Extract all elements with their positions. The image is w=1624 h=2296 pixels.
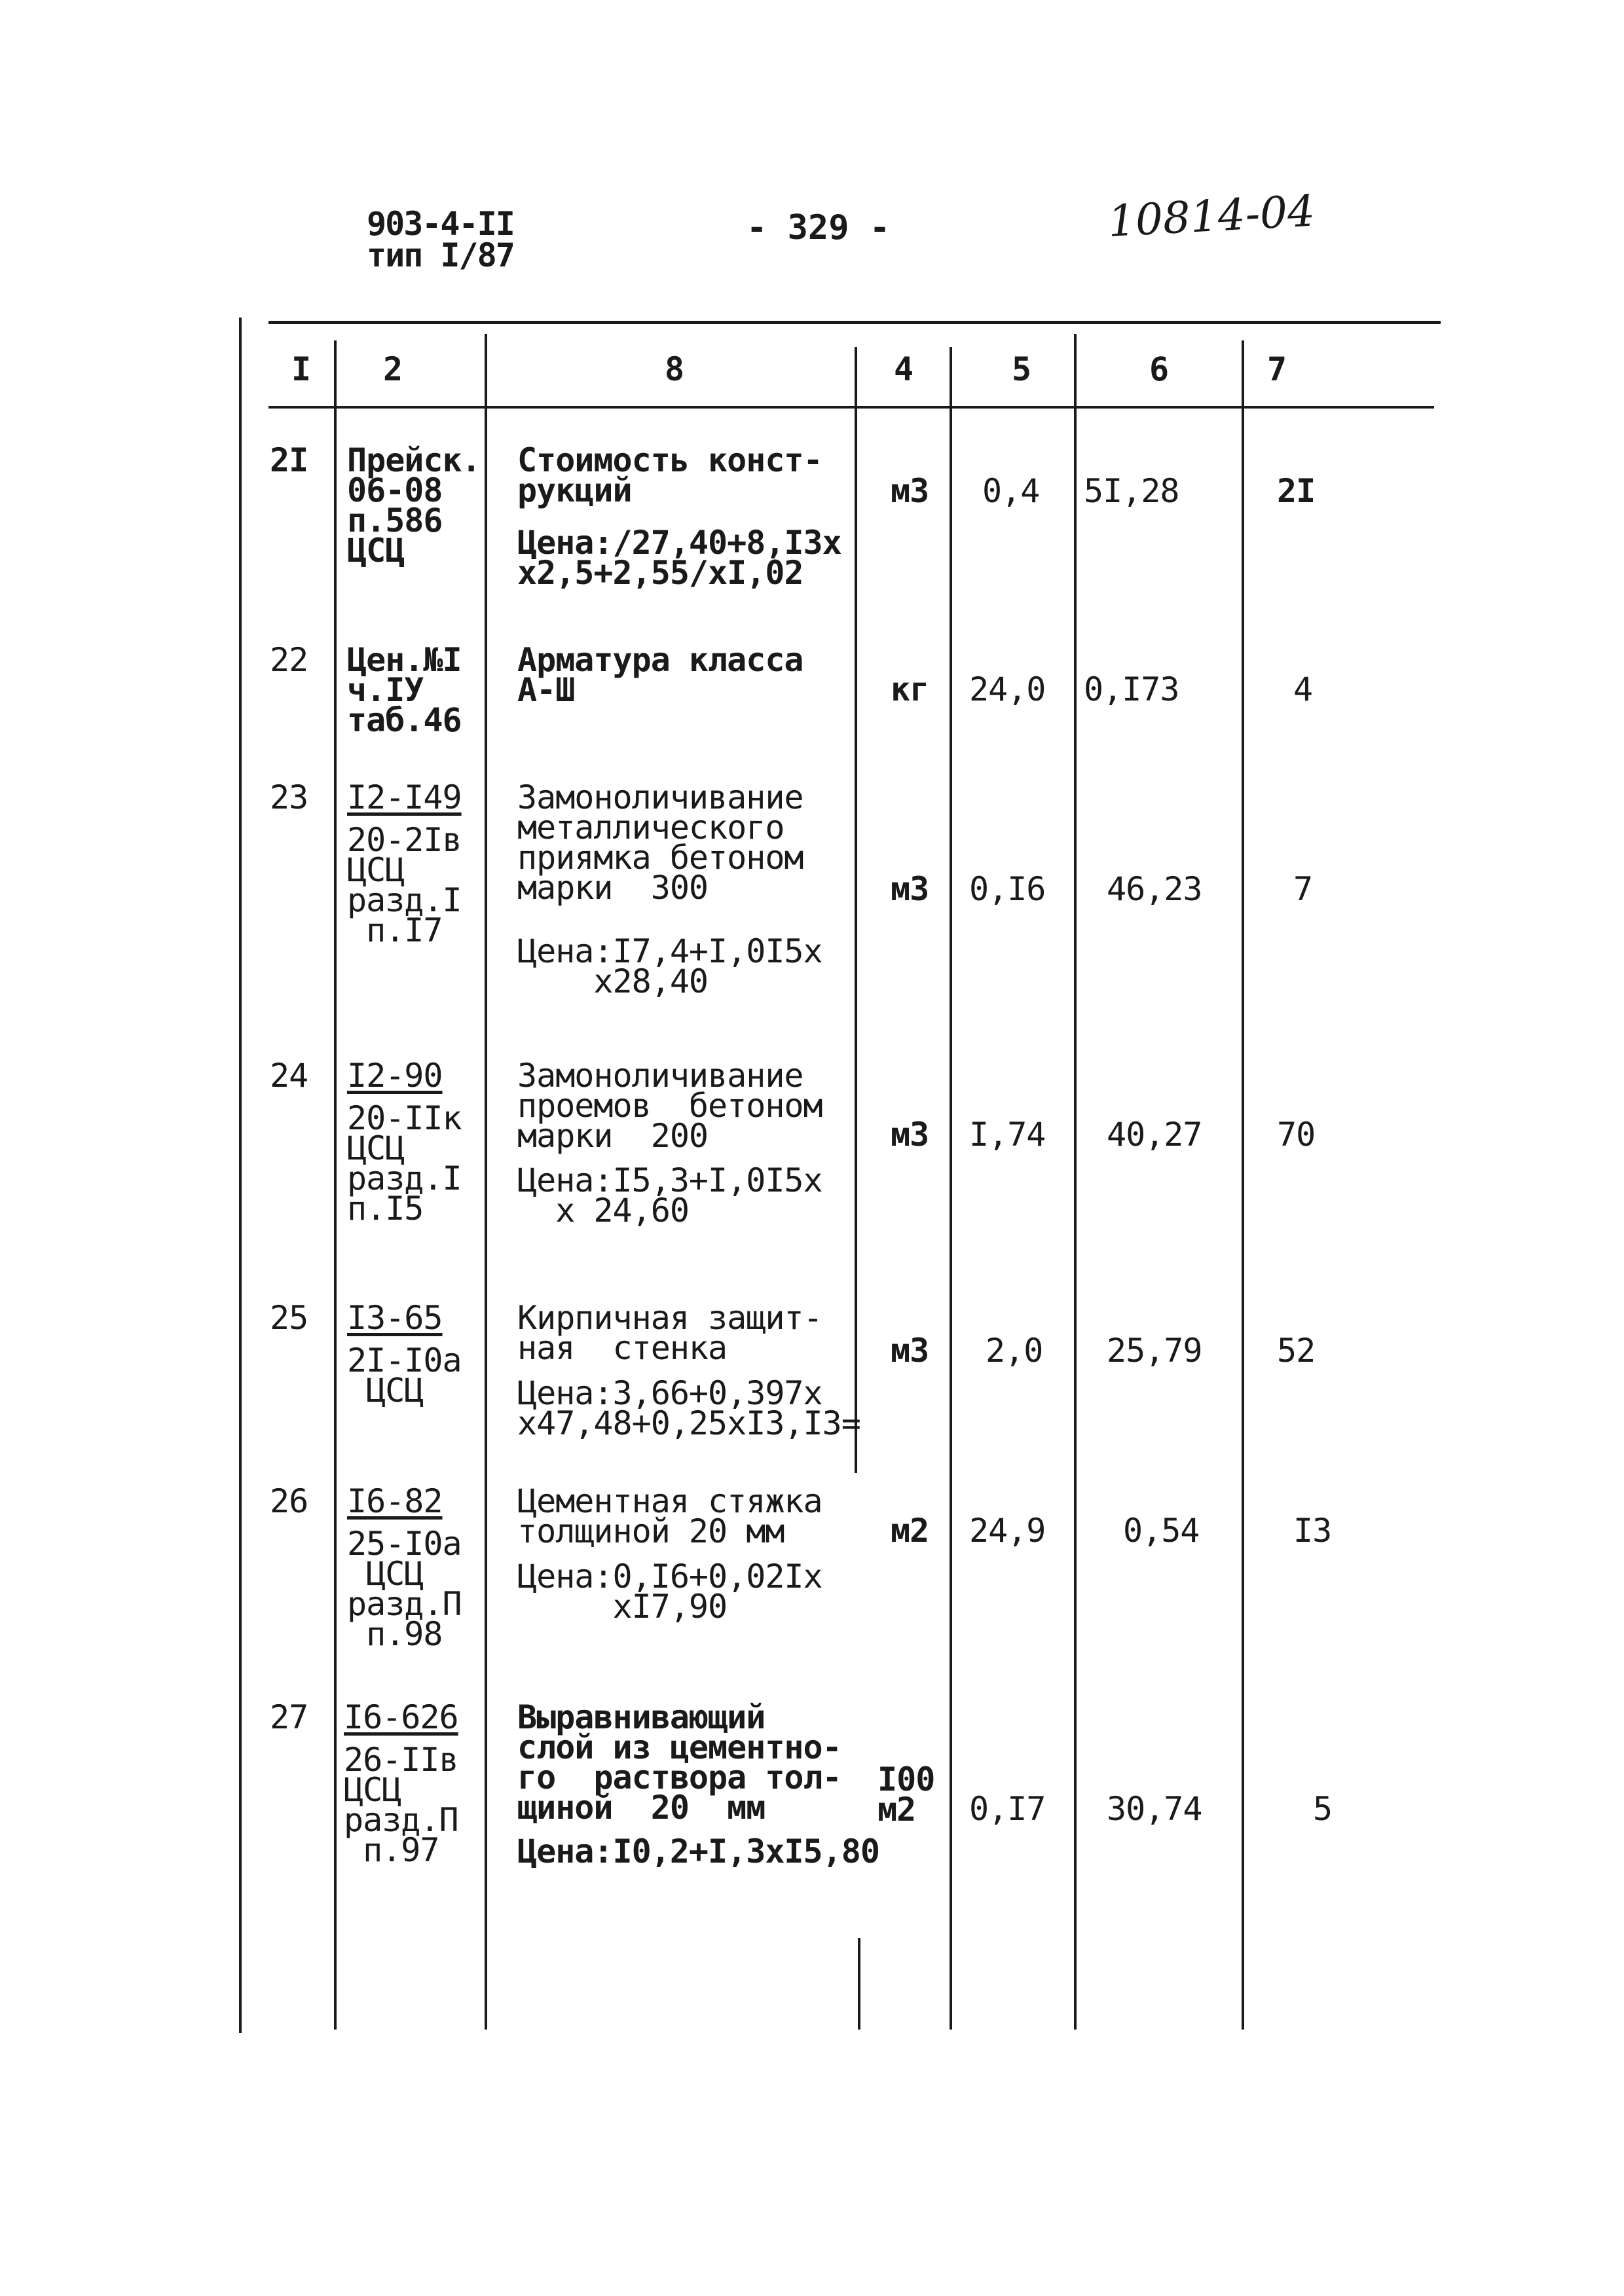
column-divider-2 [485, 334, 487, 2030]
reference-main: Цен.№I [347, 641, 462, 679]
unit: кг [891, 670, 929, 708]
column-header-3: 8 [664, 350, 685, 388]
work-name: Замоноличивание проемов бетоном марки 200 [517, 1057, 822, 1155]
quantity: I,74 [969, 1116, 1046, 1154]
unit-cost: 46,23 [1107, 870, 1202, 908]
column-divider-5 [1074, 334, 1077, 2030]
row-number: 22 [270, 641, 308, 679]
row-number: 24 [270, 1057, 308, 1095]
work-name: Выравнивающий слой из цементно- го раствора тол- щиной 20 мм [517, 1698, 841, 1827]
unit: I00 м2 [877, 1760, 935, 1829]
document-code-line2: тип I/87 [367, 236, 514, 274]
quantity: 0,4 [982, 472, 1040, 510]
total-cost: 52 [1277, 1332, 1316, 1370]
table-top-rule [268, 321, 1441, 324]
work-name: Замоноличивание металлического приямка бетоном марки 300 [517, 778, 803, 907]
reference-details: ч.IУ таб.46 [347, 671, 462, 739]
column-divider-3 [855, 347, 857, 1473]
total-cost: 2I [1277, 472, 1316, 510]
unit: м3 [891, 472, 929, 510]
column-header-7: 7 [1266, 350, 1287, 388]
price-formula: Цена:I7,4+I,0I5х х28,40 [517, 932, 822, 1000]
page-number: - 329 - [747, 208, 891, 247]
reference-main: I2-90 [347, 1057, 443, 1095]
row-number: 26 [270, 1482, 308, 1520]
reference-main: Прейск. [347, 441, 481, 479]
price-formula: Цена:I5,3+I,0I5х х 24,60 [517, 1161, 822, 1230]
row-number: 23 [270, 778, 308, 816]
unit: м3 [891, 1332, 929, 1370]
price-formula: Цена:3,66+0,397х х47,48+0,25хI3,I3= [517, 1374, 860, 1442]
reference-details: 20-2Iв ЦСЦ разд.I п.I7 [347, 821, 462, 949]
unit-cost: 0,I73 [1084, 670, 1179, 708]
unit-cost: 5I,28 [1084, 472, 1179, 510]
column-divider-0 [239, 318, 242, 2033]
column-divider-4 [950, 347, 952, 2030]
document-code-line1: 903-4-II [367, 205, 514, 243]
total-cost: 70 [1277, 1116, 1316, 1154]
unit-cost: 0,54 [1123, 1512, 1200, 1550]
quantity: 24,0 [969, 670, 1046, 708]
unit: м3 [891, 870, 929, 908]
work-name: Кирпичная защит- ная стенка [517, 1299, 822, 1367]
reference-details: 2I-I0а ЦСЦ [347, 1341, 462, 1410]
quantity: 24,9 [969, 1512, 1046, 1550]
table-header-rule [268, 406, 1434, 409]
reference-main: I3-65 [347, 1299, 443, 1337]
total-cost: 5 [1313, 1790, 1333, 1828]
column-header-4: 4 [893, 350, 914, 388]
row-number: 2I [270, 441, 308, 479]
column-header-2: 2 [382, 350, 403, 388]
column-divider-3b [858, 1938, 860, 2030]
reference-details: 25-I0а ЦСЦ разд.П п.98 [347, 1525, 462, 1653]
reference-details: 20-IIк ЦСЦ разд.I п.I5 [347, 1099, 462, 1228]
work-name: Стоимость конст- рукций [517, 441, 822, 509]
document-code [367, 205, 514, 274]
column-header-1: I [291, 350, 312, 388]
work-name: Цементная стяжка толщиной 20 мм [517, 1482, 822, 1550]
column-header-5: 5 [1011, 350, 1032, 388]
price-formula: Цена:I0,2+I,3хI5,80 [517, 1832, 879, 1870]
column-divider-1 [334, 340, 337, 2030]
quantity: 0,I7 [969, 1790, 1046, 1828]
reference-main: I2-I49 [347, 778, 462, 816]
reference-main: I6-82 [347, 1482, 443, 1520]
column-divider-6 [1242, 340, 1244, 2030]
quantity: 2,0 [986, 1332, 1043, 1370]
price-formula: Цена:/27,40+8,I3х х2,5+2,55/хI,02 [517, 524, 841, 592]
work-name: Арматура класса А-Ш [517, 641, 803, 709]
document-number-handwritten: 10814-04 [1107, 185, 1316, 247]
reference-details: 06-08 п.586 ЦСЦ [347, 471, 443, 570]
row-number: 25 [270, 1299, 308, 1337]
reference-details: 26-IIв ЦСЦ разд.П п.97 [344, 1741, 458, 1869]
unit-cost: 25,79 [1107, 1332, 1202, 1370]
total-cost: 4 [1293, 670, 1313, 708]
unit-cost: 30,74 [1107, 1790, 1202, 1828]
row-number: 27 [270, 1698, 308, 1736]
quantity: 0,I6 [969, 870, 1046, 908]
total-cost: 7 [1293, 870, 1313, 908]
unit: м3 [891, 1116, 929, 1154]
price-formula: Цена:0,I6+0,02Iх хI7,90 [517, 1558, 822, 1626]
unit-cost: 40,27 [1107, 1116, 1202, 1154]
total-cost: I3 [1293, 1512, 1332, 1550]
reference-main: I6-626 [344, 1698, 458, 1736]
unit: м2 [891, 1512, 929, 1550]
column-header-6: 6 [1149, 350, 1170, 388]
